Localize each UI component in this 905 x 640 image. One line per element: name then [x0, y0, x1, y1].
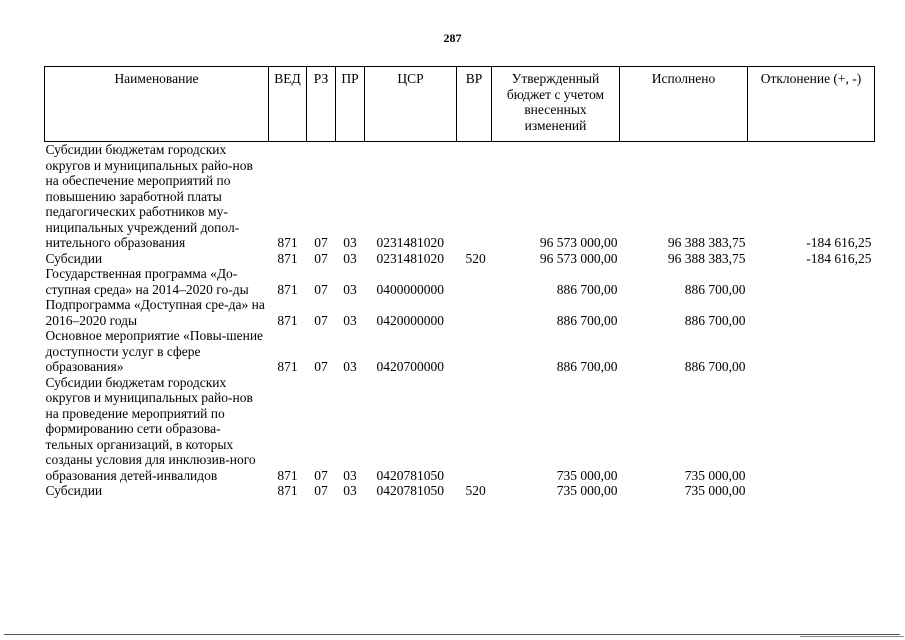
row-executed: 735 000,00: [684, 467, 746, 483]
row-name: Субсидии бюджетам городских округов и муниципальных райо-нов на обеспечение мероприятий по повышению заработной платы педагогических работников му-ниципальных учреждений допол-нительного образования: [45, 142, 253, 250]
row-csr: 0231481020: [376, 250, 444, 266]
row-vr: 520: [465, 250, 486, 266]
bottom-scan-line: [4, 634, 900, 635]
row-pr: 03: [343, 312, 357, 328]
table-row: [45, 483, 875, 499]
row-deviation: [748, 483, 875, 499]
row-name: Основное мероприятие «Повы-шение доступности услуг в сфере образования»: [45, 328, 264, 374]
row-csr: 0231481020: [376, 235, 444, 250]
row-vr: [457, 142, 492, 251]
page-number: 287: [443, 31, 462, 45]
row-csr: 0420781050: [376, 483, 444, 498]
row-name: Подпрограмма «Доступная сре-да» на 2016–2020 годы: [45, 297, 265, 328]
row-csr: 0420700000: [376, 359, 444, 374]
row-pr: 03: [343, 250, 357, 266]
row-executed: 96 388 383,75: [667, 250, 746, 266]
row-pr: 03: [343, 235, 357, 250]
row-ved: 871: [277, 312, 298, 328]
row-vr: [457, 266, 492, 297]
row-rz: 07: [314, 359, 328, 374]
row-name: Государственная программа «До-ступная среда» на 2014–2020 го-ды: [45, 266, 249, 297]
row-approved: 886 700,00: [556, 281, 618, 297]
row-executed: 96 388 383,75: [667, 235, 746, 250]
row-deviation: -184 616,25: [806, 235, 872, 250]
corner-scan-mark: [800, 636, 904, 637]
row-pr: 03: [343, 359, 357, 374]
row-vr: [457, 328, 492, 375]
row-rz: 07: [314, 312, 328, 328]
row-deviation: [748, 266, 875, 297]
row-approved: 735 000,00: [556, 483, 618, 498]
col-header-csr: ЦСР: [365, 67, 457, 142]
row-name: Субсидии: [45, 483, 103, 498]
row-approved: 96 573 000,00: [539, 250, 618, 266]
col-header-vr: ВР: [457, 67, 492, 142]
row-pr: 03: [343, 281, 357, 297]
row-csr: 0420000000: [376, 312, 444, 328]
row-ved: 871: [277, 359, 298, 374]
table-body: [45, 142, 875, 499]
row-rz: 07: [314, 483, 328, 498]
row-ved: 871: [277, 483, 298, 498]
col-header-deviation: Отклонение (+, -): [748, 67, 875, 142]
row-pr: 03: [343, 467, 357, 483]
row-deviation: [748, 297, 875, 328]
col-header-approved: Утвержденный бюджет с учетом внесенных изменений: [492, 67, 620, 142]
row-ved: 871: [277, 467, 298, 483]
row-rz: 07: [314, 250, 328, 266]
row-approved: 886 700,00: [556, 312, 618, 328]
row-executed: 886 700,00: [684, 359, 746, 374]
row-ved: 871: [277, 281, 298, 297]
row-name: Субсидии: [45, 250, 103, 266]
row-executed: 735 000,00: [684, 483, 746, 498]
table-row: [45, 251, 875, 267]
row-deviation: [748, 328, 875, 375]
row-approved: 886 700,00: [556, 359, 618, 374]
col-header-ved: ВЕД: [269, 67, 307, 142]
row-ved: 871: [277, 250, 298, 266]
table-row: [45, 266, 875, 297]
row-vr: [457, 375, 492, 484]
table-row: [45, 297, 875, 328]
table-row: [45, 142, 875, 251]
col-header-name: Наименование: [45, 67, 269, 142]
row-csr: 0400000000: [376, 281, 444, 297]
row-vr: 520: [465, 483, 486, 498]
row-vr: [457, 297, 492, 328]
row-ved: 871: [277, 235, 298, 250]
table-header-row: [45, 67, 875, 142]
row-pr: 03: [343, 483, 357, 498]
row-csr: 0420781050: [376, 467, 444, 483]
row-executed: 886 700,00: [684, 312, 746, 328]
row-rz: 07: [314, 281, 328, 297]
row-rz: 07: [314, 235, 328, 250]
col-header-executed: Исполнено: [620, 67, 748, 142]
row-executed: 886 700,00: [684, 281, 746, 297]
row-name: Субсидии бюджетам городских округов и муниципальных райо-нов на проведение мероприятий по формированию сети образова-тельных организаций, в которых созданы условия для инклюзив-ного образования детей-инвалидов: [45, 374, 256, 483]
col-header-rz: РЗ: [307, 67, 336, 142]
row-deviation: -184 616,25: [806, 250, 872, 266]
row-rz: 07: [314, 467, 328, 483]
row-approved: 96 573 000,00: [539, 235, 618, 250]
budget-table: [44, 66, 875, 499]
table-row: [45, 375, 875, 484]
table-row: [45, 328, 875, 375]
col-header-pr: ПР: [336, 67, 365, 142]
row-approved: 735 000,00: [556, 467, 618, 483]
row-deviation: [748, 375, 875, 484]
